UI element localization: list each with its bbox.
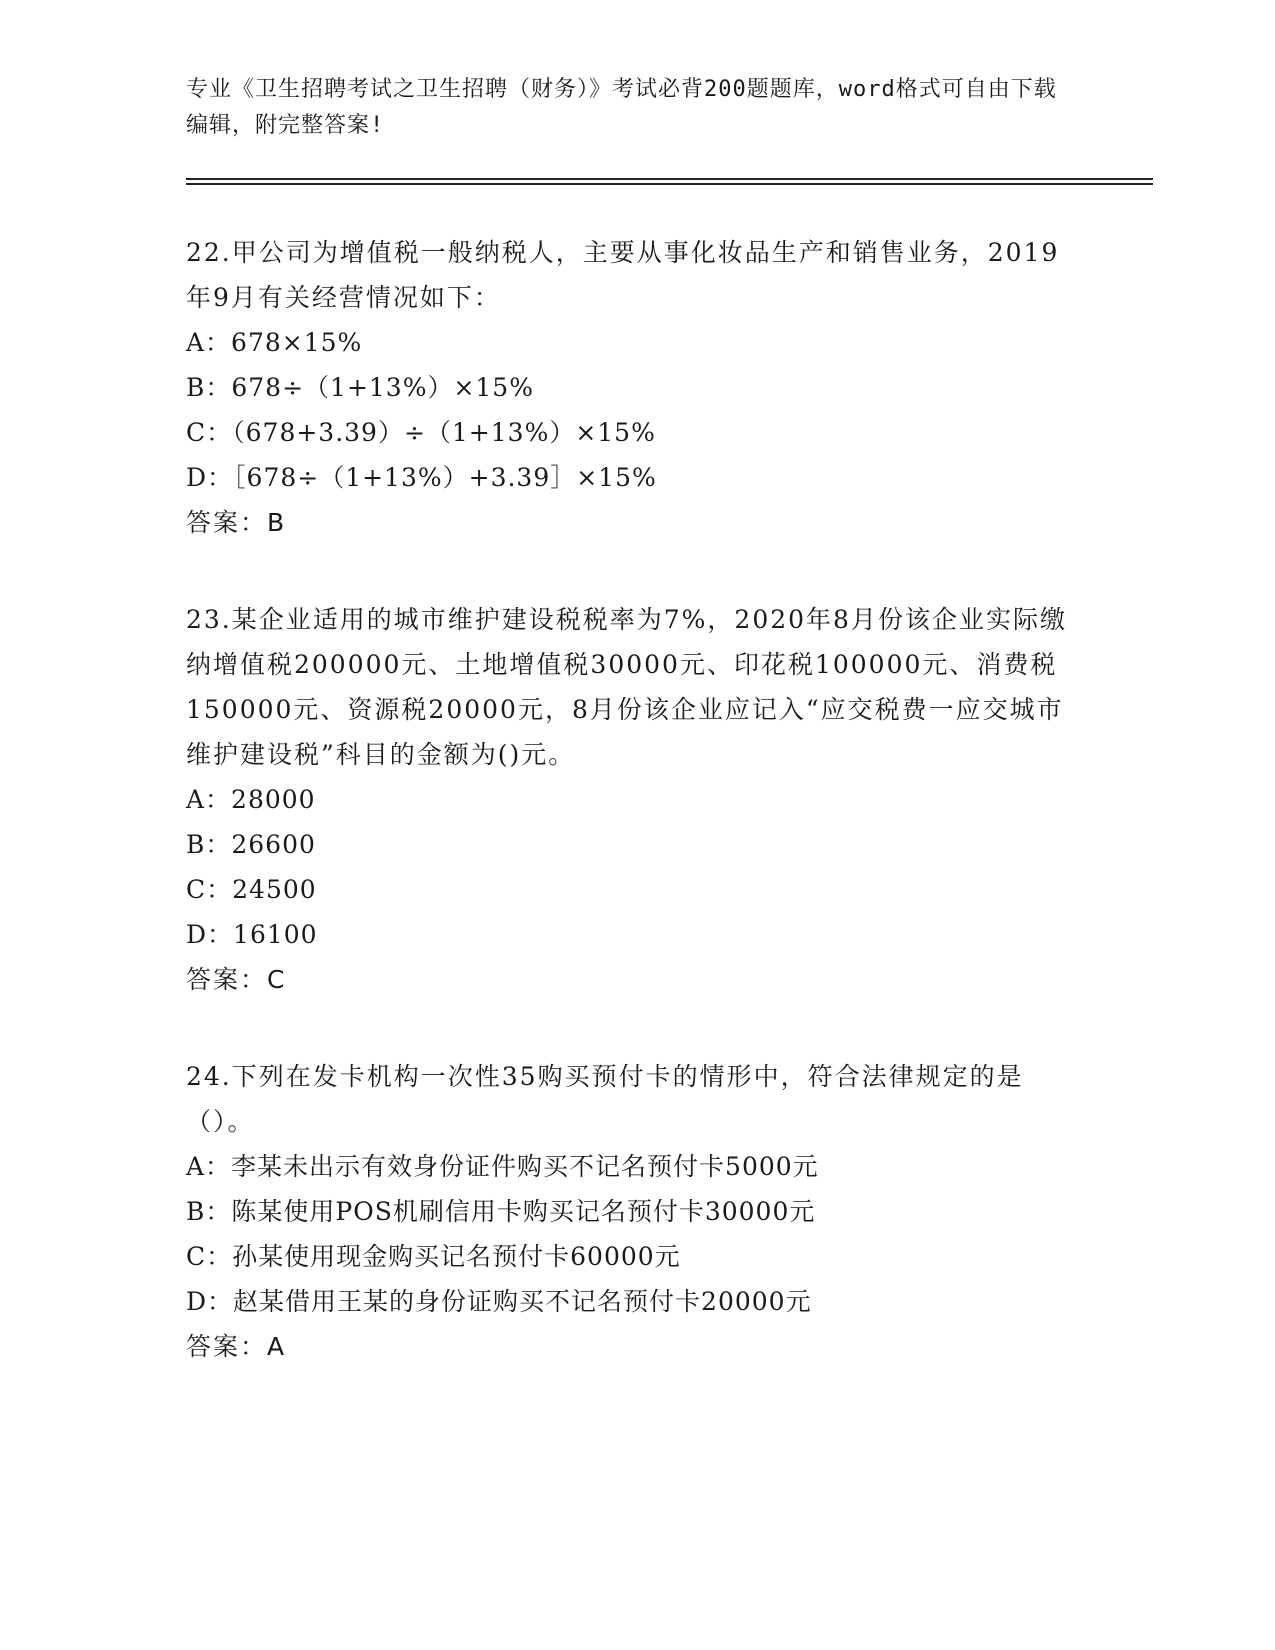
answer-label: 答案：A [186,1332,287,1361]
option-c: C：24500 [186,875,317,904]
option-d: D：［678÷（1+13%）+3.39］×15% [186,463,657,492]
option-a: A：28000 [186,785,316,814]
option-a: A：678×15% [186,328,363,357]
answer-label: 答案：C [186,965,287,994]
option-a: A：李某未出示有效身份证件购买不记名预付卡5000元 [186,1152,819,1181]
question-24 [186,1054,1086,1369]
question-stem: 23.某企业适用的城市维护建设税税率为7%，2020年8月份该企业实际缴纳增值税200000元、土地增值税30000元、印花税100000元、消费税150000元、资源税20000元，8月份该企业应记入“应交税费一应交城市维护建设税”科目的金额为()元。 [186,605,1067,769]
document-header: 专业《卫生招聘考试之卫生招聘（财务）》考试必背200题题库，word格式可自由下载编辑，附完整答案! [186,77,1057,138]
option-b: B：678÷（1+13%）×15% [186,373,534,402]
question-stem: 24.下列在发卡机构一次性35购买预付卡的情形中，符合法律规定的是（）。 [186,1062,1024,1136]
option-d: D：16100 [186,920,318,949]
answer-label: 答案：B [186,508,287,537]
option-c: C：孙某使用现金购买记名预付卡60000元 [186,1242,681,1271]
option-list [186,320,1086,500]
option-d: D：赵某借用王某的身份证购买不记名预付卡20000元 [186,1287,812,1316]
question-stem: 22.甲公司为增值税一般纳税人，主要从事化妆品生产和销售业务，2019年9月有关经营情况如下： [186,238,1060,312]
question-23 [186,597,1086,1002]
option-b: B：陈某使用POS机刷信用卡购买记名预付卡30000元 [186,1197,816,1226]
header-divider-bottom [186,183,1153,185]
option-list [186,777,1086,957]
option-c: C：（678+3.39）÷（1+13%）×15% [186,418,656,447]
header-divider-top [186,178,1153,180]
question-list [186,230,1086,1421]
option-b: B：26600 [186,830,316,859]
option-list [186,1144,1086,1324]
question-22 [186,230,1086,545]
